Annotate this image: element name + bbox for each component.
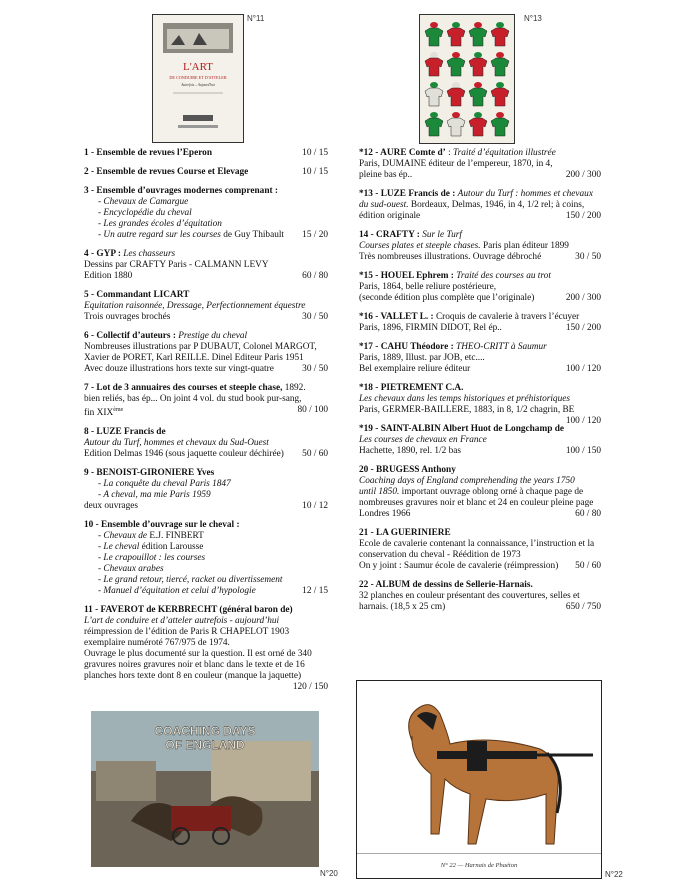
lot-19 bbox=[359, 424, 601, 457]
jockey-silk bbox=[447, 58, 465, 76]
lot-estimate: 200 / 300 bbox=[565, 170, 601, 180]
lot-line: planches hors texte dont 8 en couleur (manque la jaquette) bbox=[84, 671, 302, 682]
lot-10 bbox=[84, 520, 328, 597]
lot-line: Coaching days of England comprehending the years 1750 bbox=[359, 476, 575, 486]
lot-line: nombreuses gravures noir et blanc et 24 en couleur pleine page bbox=[359, 498, 594, 508]
lot-line: - A cheval, ma mie Paris 1959 bbox=[98, 490, 211, 501]
lot-11 bbox=[84, 605, 328, 693]
jockey-cap bbox=[474, 112, 482, 118]
harness-horse-illustration bbox=[357, 681, 601, 878]
lot-estimate: 50 / 60 bbox=[302, 449, 328, 460]
lot-15 bbox=[359, 271, 601, 304]
lot-estimate: 100 / 120 bbox=[565, 416, 601, 426]
lot-line: du sud-ouest. Bordeaux, Delmas, 1946, in 4, 1/2 rel; à coins, bbox=[359, 200, 585, 210]
lot-estimate: 150 / 200 bbox=[565, 323, 601, 333]
lot-21 bbox=[359, 528, 601, 572]
figure-number-20: N°20 bbox=[320, 869, 338, 878]
lot-2 bbox=[84, 167, 328, 178]
lot-line: édition originale 150 / 200 bbox=[359, 211, 601, 221]
lot-line: conservation du cheval - Réédition de 1973 bbox=[359, 550, 521, 560]
lot-line: - Le crapouillot : les courses bbox=[98, 553, 206, 564]
lot-line: On y joint : Saumur école de cavalerie (réimpression) 50 / 60 bbox=[359, 561, 601, 571]
jockey-silk bbox=[469, 58, 487, 76]
lot-line: *13 - LUZE Francis de : Autour du Turf : hommes et chevaux bbox=[359, 189, 593, 199]
lot-line: - Chevaux de Camargue bbox=[98, 197, 189, 207]
lot-line: harnais. (18,5 x 25 cm) 650 / 750 bbox=[359, 602, 601, 612]
jockey-silk bbox=[469, 28, 487, 46]
lot-estimate: 12 / 15 bbox=[302, 586, 328, 597]
lots-left-column bbox=[84, 148, 328, 693]
coaching-title-2: OF ENGLAND bbox=[165, 738, 245, 752]
jockey-silk bbox=[491, 28, 509, 46]
lot-line: - La conquête du cheval Paris 1847 bbox=[98, 479, 231, 490]
lot-line: Nombreuses illustrations par P DUBAUT, Colonel MARGOT, bbox=[84, 342, 317, 352]
lot-line: Bel exemplaire reliure éditeur 100 / 120 bbox=[359, 364, 601, 374]
lot-line: 21 - LA GUERINIERE bbox=[359, 528, 451, 538]
jockey-silk bbox=[425, 88, 443, 106]
lot-line: until 1850. important ouvrage oblong orné à chaque page de bbox=[359, 487, 584, 497]
lot-4 bbox=[84, 249, 328, 282]
lot-line: 11 - FAVEROT de KERBRECHT (général baron de) bbox=[84, 605, 293, 616]
lot-estimate: 10 / 12 bbox=[302, 501, 328, 512]
lot-line: pleine bas ép.. 200 / 300 bbox=[359, 170, 601, 180]
jockey-cap bbox=[452, 22, 460, 28]
figure-number-22: N°22 bbox=[605, 870, 623, 879]
lot-estimate: 50 / 60 bbox=[575, 561, 601, 571]
lot-line: Paris, 1889, Illust. par JOB, etc.... bbox=[359, 353, 485, 363]
lot-line: Trois ouvrages brochés 30 / 50 bbox=[84, 312, 328, 322]
jockey-silk bbox=[425, 28, 443, 46]
lot-line: Les chevaux dans les temps historiques et préhistoriques bbox=[359, 394, 570, 404]
jockey-silk bbox=[469, 118, 487, 136]
lot-line: - Chevaux arabes bbox=[98, 564, 164, 575]
lot-18 bbox=[359, 383, 601, 426]
jockey-silk bbox=[447, 118, 465, 136]
lot-line: 8 - LUZE Francis de bbox=[84, 427, 166, 438]
jockey-silk bbox=[447, 88, 465, 106]
lot-estimate: 120 / 150 bbox=[292, 682, 328, 693]
lot-line: Edition 1880 60 / 80 bbox=[84, 271, 328, 281]
lot-line: Ecole de cavalerie contenant la connaissance, l’instruction et la bbox=[359, 539, 595, 549]
jockey-cap bbox=[496, 82, 504, 88]
jockey-cap bbox=[496, 22, 504, 28]
lot-line: 2 - Ensemble de revues Course et Elevage 10 / 15 bbox=[84, 167, 328, 177]
jockey-silk bbox=[425, 118, 443, 136]
jockey-cap bbox=[430, 112, 438, 118]
figure-number-11: N°11 bbox=[247, 14, 265, 23]
lot-line: 14 - CRAFTY : Sur le Turf bbox=[359, 230, 462, 240]
coaching-title-1: COACHING DAYS bbox=[154, 724, 256, 738]
jockey-silk bbox=[425, 58, 443, 76]
lot-line: 6 - Collectif d’auteurs : Prestige du cheval bbox=[84, 331, 248, 341]
coaching-scene-illustration bbox=[91, 711, 319, 867]
lot-estimate: 650 / 750 bbox=[565, 602, 601, 612]
jockey-silk bbox=[447, 28, 465, 46]
lot-line: - Les grandes écoles d’équitation bbox=[98, 219, 222, 229]
lot-16 bbox=[359, 312, 601, 334]
lot-9 bbox=[84, 468, 328, 512]
lot-line: *15 - HOUEL Ephrem : Traité des courses au trot bbox=[359, 271, 551, 281]
lot-20 bbox=[359, 465, 601, 520]
jockey-silk bbox=[491, 118, 509, 136]
lot-line: 3 - Ensemble d’ouvrages modernes comprenant : bbox=[84, 186, 279, 196]
lot-line: *16 - VALLET L. : Croquis de cavalerie à travers l’écuyer bbox=[359, 312, 580, 322]
lot-line: - Un autre regard sur les courses de Guy Thibault 15 / 20 bbox=[98, 230, 328, 240]
lot-6 bbox=[84, 331, 328, 375]
plate-caption: N° 22 — Harnais de Phaéton bbox=[440, 862, 518, 869]
lot-line: bien reliés, bas ép... On joint 4 vol. du stud book pur-sang, bbox=[84, 394, 302, 404]
lot-7 bbox=[84, 383, 328, 419]
lot-line: 4 - GYP : Les chasseurs bbox=[84, 249, 176, 259]
lot-estimate: 100 / 150 bbox=[565, 446, 601, 456]
lot-line: - Encyclopédie du cheval bbox=[98, 208, 192, 218]
lot-line: Très nombreuses illustrations. Ouvrage débroché 30 / 50 bbox=[359, 252, 601, 262]
jockey-cap bbox=[474, 22, 482, 28]
book-title-1: L'ART bbox=[182, 61, 214, 73]
lot-line: 22 - ALBUM de dessins de Sellerie-Harnais. bbox=[359, 580, 533, 590]
jockey-cap bbox=[430, 52, 438, 58]
lot-line: Ouvrage le plus documenté sur la question. Il est orné de 340 bbox=[84, 649, 312, 660]
lot-line: Paris, DUMAINE éditeur de l’empereur, 1870, in 4, bbox=[359, 159, 553, 169]
jockey-cap bbox=[452, 82, 460, 88]
lot-line: 7 - Lot de 3 annuaires des courses et steeple chase, 1892. bbox=[84, 383, 306, 393]
lot-line: 5 - Commandant LICART bbox=[84, 290, 190, 300]
jockey-silk bbox=[469, 88, 487, 106]
lot-line: - Chevaux de E.J. FINBERT bbox=[98, 531, 204, 542]
lot-estimate: 80 / 100 bbox=[297, 405, 328, 415]
lot-line: Autour du Turf, hommes et chevaux du Sud-Ouest bbox=[84, 438, 269, 449]
lot-estimate: 30 / 50 bbox=[302, 312, 328, 322]
jockey-silk bbox=[491, 58, 509, 76]
book-cover-image-lot-11 bbox=[152, 14, 244, 143]
lot-line: Equitation raisonnée, Dressage, Perfectionnement équestre bbox=[84, 301, 306, 311]
jockey-silks-illustration bbox=[420, 15, 514, 143]
coaching-days-image-lot-20 bbox=[91, 711, 319, 867]
harness-plate-image-lot-22 bbox=[356, 680, 602, 879]
jockey-silks-image-lot-13 bbox=[419, 14, 515, 144]
lot-line: 9 - BENOIST-GIRONIERE Yves bbox=[84, 468, 215, 479]
jockey-cap bbox=[474, 82, 482, 88]
lot-line: Dessins par CRAFTY Paris - CALMANN LEVY bbox=[84, 260, 269, 270]
lot-line: Xavier de PORET, Karl REILLE. Dinel Editeur Paris 1951 bbox=[84, 353, 304, 363]
lot-line: Paris, 1864, belle reliure postérieure, bbox=[359, 282, 497, 292]
lot-line: *12 - AURE Comte d’ : Traité d’équitation illustrée bbox=[359, 148, 556, 158]
lot-line: (seconde édition plus complète que l’originale) 200 / 300 bbox=[359, 293, 601, 303]
lot-line: Edition Delmas 1946 (sous jaquette couleur déchirée) 50 / 60 bbox=[84, 449, 328, 460]
lot-1 bbox=[84, 148, 328, 159]
lot-line: deux ouvrages 10 / 12 bbox=[84, 501, 328, 512]
lot-estimate: 200 / 300 bbox=[565, 293, 601, 303]
lot-8 bbox=[84, 427, 328, 460]
lot-12 bbox=[359, 148, 601, 181]
lot-line: gravures noires gravures noir et blanc dans le texte et de 16 bbox=[84, 660, 305, 671]
lot-line: - Manuel d’équitation et celui d’hypologie 12 / 15 bbox=[98, 586, 328, 597]
book-title-2: DE CONDUIRE ET D'ATTELER bbox=[169, 75, 227, 80]
jockey-cap bbox=[452, 112, 460, 118]
lot-line: Hachette, 1890, rel. 1/2 bas 100 / 150 bbox=[359, 446, 601, 456]
lot-line: 1 - Ensemble de revues l’Eperon 10 / 15 bbox=[84, 148, 328, 158]
lot-estimate: 15 / 20 bbox=[302, 230, 328, 240]
lot-estimate: 10 / 15 bbox=[302, 148, 328, 158]
jockey-silk bbox=[491, 88, 509, 106]
lot-22 bbox=[359, 580, 601, 613]
lot-line: Paris, GERMER-BAILLERE, 1883, in 8, 1/2 chagrin, BE bbox=[359, 405, 575, 415]
lot-5 bbox=[84, 290, 328, 323]
lot-14 bbox=[359, 230, 601, 263]
lot-line: Les courses de chevaux en France bbox=[359, 435, 487, 445]
book-subtitle: Autrefois – Aujourd'hui bbox=[181, 83, 215, 87]
lot-13 bbox=[359, 189, 601, 222]
lot-estimate: 30 / 50 bbox=[575, 252, 601, 262]
lot-line: réimpression de l’édition de Paris R CHAPELOT 1903 bbox=[84, 627, 290, 638]
lot-estimate: 30 / 50 bbox=[302, 364, 328, 374]
lot-line: Avec douze illustrations hors texte sur vingt-quatre 30 / 50 bbox=[84, 364, 328, 374]
lot-line: Londres 1966 60 / 80 bbox=[359, 509, 601, 519]
lot-estimate: 10 / 15 bbox=[302, 167, 328, 177]
jockey-cap bbox=[496, 112, 504, 118]
lots-right-column bbox=[359, 148, 601, 621]
jockey-cap bbox=[430, 22, 438, 28]
lot-line: Paris, 1896, FIRMIN DIDOT, Rel ép.. 150 / 200 bbox=[359, 323, 601, 333]
figure-number-13: N°13 bbox=[524, 14, 542, 23]
lot-line: fin XIXème 80 / 100 bbox=[84, 405, 328, 419]
lot-line: *19 - SAINT-ALBIN Albert Huot de Longchamp de bbox=[359, 424, 564, 434]
jockey-cap bbox=[496, 52, 504, 58]
lot-3 bbox=[84, 186, 328, 241]
lot-line: - Le grand retour, tiercé, racket ou divertissement bbox=[98, 575, 283, 586]
lot-estimate: 60 / 80 bbox=[575, 509, 601, 519]
jockey-cap bbox=[452, 52, 460, 58]
book-cover-illustration bbox=[153, 15, 243, 142]
jockey-cap bbox=[430, 82, 438, 88]
lot-estimate: 150 / 200 bbox=[565, 211, 601, 221]
lot-line: *18 - PIETREMENT C.A. bbox=[359, 383, 464, 393]
lot-line: 20 - BRUGESS Anthony bbox=[359, 465, 456, 475]
lot-line: - Le cheval édition Larousse bbox=[98, 542, 204, 553]
lot-line: 32 planches en couleur présentant des couvertures, selles et bbox=[359, 591, 580, 601]
lot-estimate: 60 / 80 bbox=[302, 271, 328, 281]
lot-17 bbox=[359, 342, 601, 375]
lot-line: Courses plates et steeple chases. Paris plan éditeur 1899 bbox=[359, 241, 569, 251]
lot-line: L’art de conduire et d’atteler autrefois - aujourd’hui bbox=[84, 616, 280, 627]
jockey-cap bbox=[474, 52, 482, 58]
lot-line: *17 - CAHU Théodore : THEO-CRITT à Saumur bbox=[359, 342, 547, 352]
lot-line: exemplaire numéroté 767/975 de 1974. bbox=[84, 638, 230, 649]
lot-estimate: 100 / 120 bbox=[565, 364, 601, 374]
lot-line: 10 - Ensemble d’ouvrage sur le cheval : bbox=[84, 520, 240, 531]
